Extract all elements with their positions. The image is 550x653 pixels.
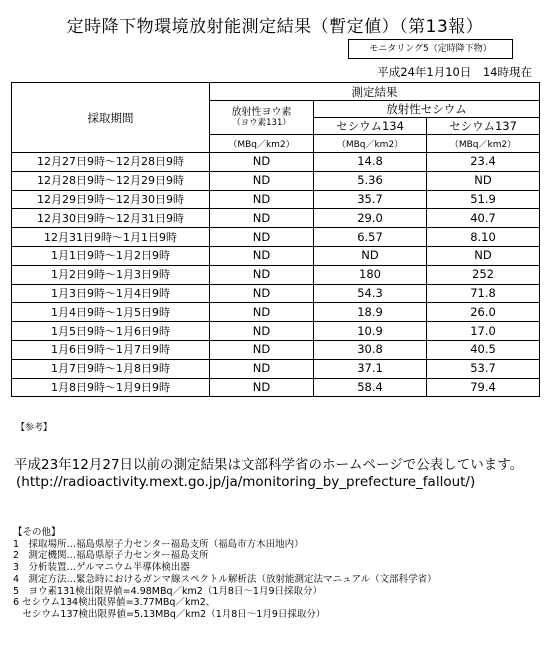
iodine-subtitle: （ヨウ素131） [232,117,291,128]
cs137-cell: 23.4 [427,153,540,172]
cs137-cell: 53.7 [427,359,540,378]
cs134-cell: 37.1 [314,359,427,378]
period-cell: 1月3日9時～1月4日9時 [12,284,210,303]
monitoring-tag: モニタリング5（定時降下物） [348,39,513,59]
table-row [12,378,540,397]
cs137-cell: 252 [427,265,540,284]
cs134-cell: 10.9 [314,322,427,341]
period-cell: 1月5日9時～1月6日9時 [12,322,210,341]
period-cell: 1月2日9時～1月3日9時 [12,265,210,284]
results-table [11,82,540,397]
i131-cell: ND [210,378,314,397]
table-row [12,246,540,265]
cs137-cell: 51.9 [427,190,540,209]
note-line: 3 分析装置…ゲルマニウム半導体検出器 [13,562,190,574]
table-row [12,209,540,228]
note-line: 6 セシウム134検出限界値=3.77MBq／km2、 [13,597,216,609]
period-cell: 1月4日9時～1月5日9時 [12,303,210,322]
table-row [12,322,540,341]
i131-cell: ND [210,246,314,265]
reference-url[interactable]: (http://radioactivity.mext.go.jp/ja/monitoring_by_prefecture_fallout/) [16,474,476,490]
i131-cell: ND [210,171,314,190]
cs137-cell: ND [427,246,540,265]
results-header: 測定結果 [210,83,540,101]
period-cell: 1月1日9時～1月2日9時 [12,246,210,265]
i131-cell: ND [210,284,314,303]
i131-cell: ND [210,228,314,247]
i131-cell: ND [210,153,314,172]
i131-cell: ND [210,265,314,284]
cs137-header: セシウム137 [427,118,540,135]
as-of-timestamp: 平成24年1月10日 14時現在 [377,65,532,79]
table-row [12,190,540,209]
cs137-cell: 79.4 [427,378,540,397]
cesium-header: 放射性セシウム [314,101,540,118]
notice-text: 平成23年12月27日以前の測定結果は文部科学省のホームページで公表しています。 [14,457,524,473]
cs134-cell: 58.4 [314,378,427,397]
period-cell: 12月30日9時～12月31日9時 [12,209,210,228]
i131-cell: ND [210,359,314,378]
i131-cell: ND [210,322,314,341]
note-line: 1 採取場所…福島県原子力センター福島支所（福島市方木田地内） [13,538,304,550]
period-cell: 1月7日9時～1月8日9時 [12,359,210,378]
period-cell: 1月6日9時～1月7日9時 [12,340,210,359]
cs137-cell: 40.7 [427,209,540,228]
cs134-cell: 29.0 [314,209,427,228]
i131-cell: ND [210,303,314,322]
cs134-cell: 5.36 [314,171,427,190]
cs134-cell: 180 [314,265,427,284]
period-cell: 12月31日9時～1月1日9時 [12,228,210,247]
table-row [12,153,540,172]
cs134-cell: 35.7 [314,190,427,209]
cs134-cell: 30.8 [314,340,427,359]
i131-cell: ND [210,209,314,228]
cs137-cell: ND [427,171,540,190]
cs137-cell: 71.8 [427,284,540,303]
cs134-header: セシウム134 [314,118,427,135]
period-cell: 12月29日9時～12月30日9時 [12,190,210,209]
table-row [12,265,540,284]
cs134-cell: 6.57 [314,228,427,247]
other-heading: 【その他】 [13,527,61,538]
note-line: 2 測定機関…福島県原子力センター福島支所 [13,550,209,562]
cs137-cell: 40.5 [427,340,540,359]
table-row [12,228,540,247]
iodine-header [210,101,314,135]
period-cell: 1月8日9時～1月9日9時 [12,378,210,397]
cs137-unit: （MBq／km2） [427,135,540,153]
note-line: セシウム137検出限界値=5.13MBq／km2（1月8日～1月9日採取分） [13,608,326,620]
cs134-cell: 54.3 [314,284,427,303]
table-row [12,359,540,378]
period-cell: 12月28日9時～12月29日9時 [12,171,210,190]
table-row [12,284,540,303]
iodine-unit: （MBq／km2） [210,135,314,153]
period-cell: 12月27日9時～12月28日9時 [12,153,210,172]
cs134-cell: 18.9 [314,303,427,322]
notice-block [14,457,539,491]
cs137-cell: 17.0 [427,322,540,341]
page-title: 定時降下物環境放射能測定結果（暫定値）（第13報） [66,17,484,37]
i131-cell: ND [210,190,314,209]
other-notes [13,527,543,621]
table-row [12,340,540,359]
table-row [12,171,540,190]
cs137-cell: 26.0 [427,303,540,322]
i131-cell: ND [210,340,314,359]
reference-label: 【参考】 [16,423,53,433]
iodine-title: 放射性ヨウ素 [231,106,292,118]
period-header: 採取期間 [12,83,210,153]
cs134-cell: ND [314,246,427,265]
cs134-unit: （MBq／km2） [314,135,427,153]
cs134-cell: 14.8 [314,153,427,172]
cs137-cell: 8.10 [427,228,540,247]
note-line: 5 ヨウ素131検出限界値=4.98MBq／km2（1月8日～1月9日採取分） [13,585,323,597]
note-line: 4 測定方法…緊急時におけるガンマ線スペクトル解析法（放射能測定法マニュアル（文部科学省） [13,573,437,585]
table-row [12,303,540,322]
